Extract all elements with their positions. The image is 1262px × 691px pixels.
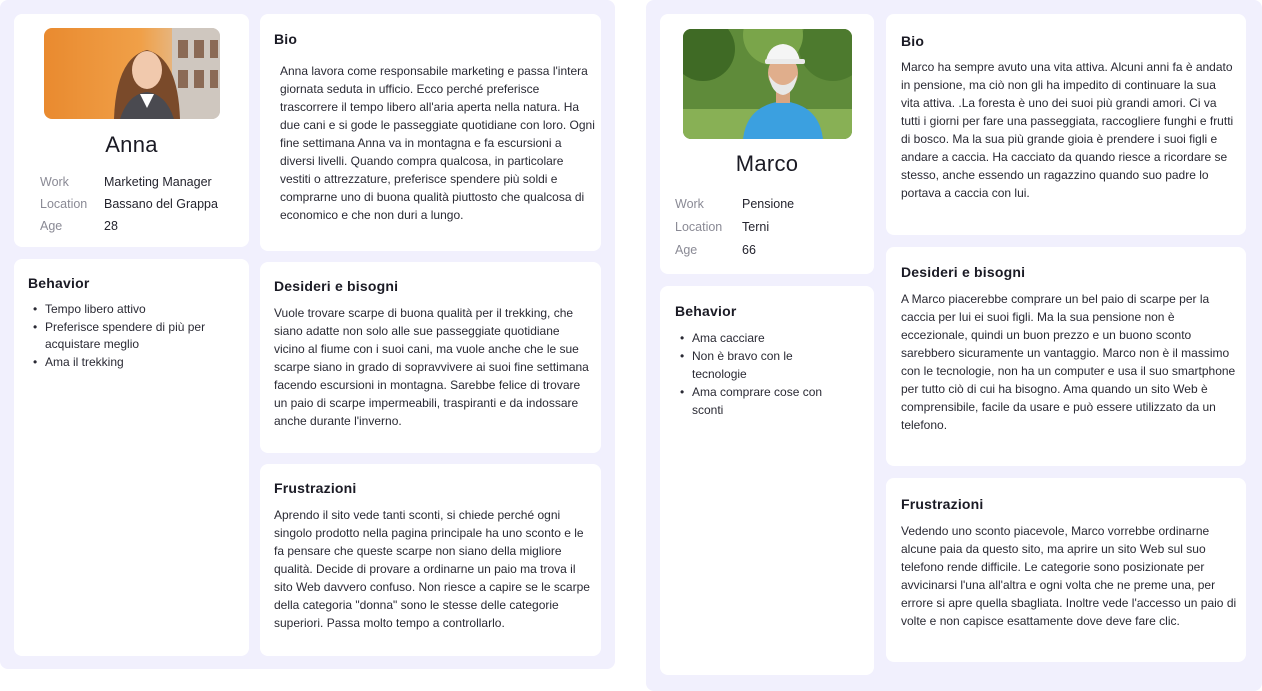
profile-label: Age: [40, 219, 63, 233]
list-item: • Tempo libero attivo: [28, 301, 208, 319]
persona-name: Marco: [735, 151, 799, 176]
needs-text: A Marco piacerebbe comprare un bel paio di scarpe per la caccia per lui ei suoi figli. Ma la sua pensione non è eccezionale, quindi un buon prezzo e un buono sconto sarebbero sicuramente un vantaggio. Marco non è il massimo con le tecnologie, non ha un computer e usa il suo smartphone per tutto ciò di cui ha bisogno. Ama quando un sito Web è comprensibile, facile da usare e può essere utilizzato da un telefono.: [901, 292, 1236, 432]
behavior-title: Behavior: [675, 303, 737, 319]
frustrations-card: [260, 464, 601, 656]
needs-text: Vuole trovare scarpe di buona qualità per il trekking, che siano adatte non solo alle sue passeggiate quotidiane vicino al fiume con i suoi cani, ma vuole anche che le sue scarpe siano in grado di sopravvivere ai suoi fine settimana facendo escursioni in montagna. Sarebbe felice di trovare un paio di scarpe impermeabili, traspiranti e da indossare anche durante l'inverno.: [274, 306, 589, 428]
profile-row-age: [675, 239, 794, 262]
frustrations-card: [886, 478, 1246, 662]
behavior-card: [14, 259, 249, 656]
bio-card: [886, 14, 1246, 235]
profile-value: Marketing Manager: [104, 175, 212, 189]
profile-label: Age: [675, 243, 698, 257]
profile-label: Location: [675, 220, 723, 234]
profile-row-location: [40, 193, 218, 215]
profile-label: Location: [40, 197, 88, 211]
frustrations-title: Frustrazioni: [274, 480, 357, 496]
needs-card: [260, 262, 601, 453]
man-portrait-icon: [683, 29, 852, 139]
list-item: • Non è bravo con le tecnologie: [675, 347, 850, 383]
profile-row-work: [675, 193, 794, 216]
bio-card: [260, 14, 601, 251]
woman-portrait-icon: [44, 28, 220, 119]
list-item: • Ama il trekking: [28, 354, 208, 372]
needs-card: [886, 247, 1246, 466]
persona-panel-marco: [646, 0, 1262, 691]
bio-text: Marco ha sempre avuto una vita attiva. Alcuni anni fa è andato in pensione, ma ciò non gli ha impedito di continuare la sua vita attiva. .La foresta è uno dei suoi più grandi amori. Ci va tutti i giorni per fare una passeggiata, raccogliere funghi e frutti di bosco. Ma la sua più grande gioia è prendere i suoi figli e andare a caccia. Ha cacciato da quando riesce a ricordare se stesso, anche essendo un ragazzino quando suo padre lo portava a caccia con lui.: [901, 60, 1234, 200]
behavior-card: [660, 286, 874, 675]
bio-title: Bio: [274, 31, 298, 47]
profile-row-location: [675, 216, 794, 239]
frustrations-title: Frustrazioni: [901, 496, 984, 512]
profile-value: 66: [742, 243, 756, 257]
profile-value: Pensione: [742, 197, 795, 211]
profile-label: Work: [40, 175, 69, 189]
profile-card: [660, 14, 874, 274]
profile-value: Terni: [742, 220, 770, 234]
profile-details: [40, 171, 218, 237]
persona-photo: [44, 28, 220, 119]
profile-label: Work: [675, 197, 704, 211]
bio-title: Bio: [901, 33, 925, 49]
list-item: • Preferisce spendere di più per acquistare meglio: [28, 319, 208, 354]
profile-value: 28: [104, 219, 118, 233]
frustrations-text: Vedendo uno sconto piacevole, Marco vorrebbe ordinarne alcune paia da questo sito, ma aprire un sito Web sul suo telefono rende difficile. Le categorie sono posizionate per avvicinarsi l'una all'altra e ogni volta che ne preme una, per errore si apre quella sbagliata. Inoltre vede l'accesso un paio di volte e non capisce esattamente dove deve fare clic.: [901, 524, 1237, 628]
needs-title: Desideri e bisogni: [901, 264, 1026, 280]
profile-card: [14, 14, 249, 247]
persona-photo: [683, 29, 852, 139]
profile-row-work: [40, 171, 218, 193]
needs-title: Desideri e bisogni: [274, 278, 399, 294]
persona-panel-anna: [0, 0, 615, 669]
behavior-list: [28, 301, 208, 371]
persona-name: Anna: [105, 132, 158, 157]
bio-text: Anna lavora come responsabile marketing e passa l'intera giornata seduta in ufficio. Ecco perché preferisce trascorrere il tempo libero all'aria aperta nella natura. Ha due cani e si gode le passeggiate quotidiane con loro. Ogni fine settimana Anna va in montagna e fa escursioni a diversi livelli. Quando compra qualcosa, in particolare vestiti o attrezzature, preferisce spendere più soldi e comprarne uno di buona qualità piuttosto che qualcosa di economico e che non duri a lungo.: [280, 64, 595, 222]
profile-value: Bassano del Grappa: [104, 197, 218, 211]
list-item: • Ama cacciare: [675, 329, 850, 347]
behavior-list: [675, 329, 850, 419]
profile-row-age: [40, 215, 218, 237]
profile-details: [675, 193, 794, 262]
list-item: • Ama comprare cose con sconti: [675, 383, 850, 419]
behavior-title: Behavior: [28, 275, 90, 291]
frustrations-text: Aprendo il sito vede tanti sconti, si chiede perché ogni singolo prodotto nella pagina principale ha uno sconto e le fa pensare che queste scarpe non siano della migliore qualità. Decide di provare a ordinarne un paio ma trova il sito Web davvero confuso. Non riesce a capire se le scarpe della categoria "donna" sono le stesse delle categorie superiori. Passa molto tempo a controllarlo.: [274, 508, 590, 630]
